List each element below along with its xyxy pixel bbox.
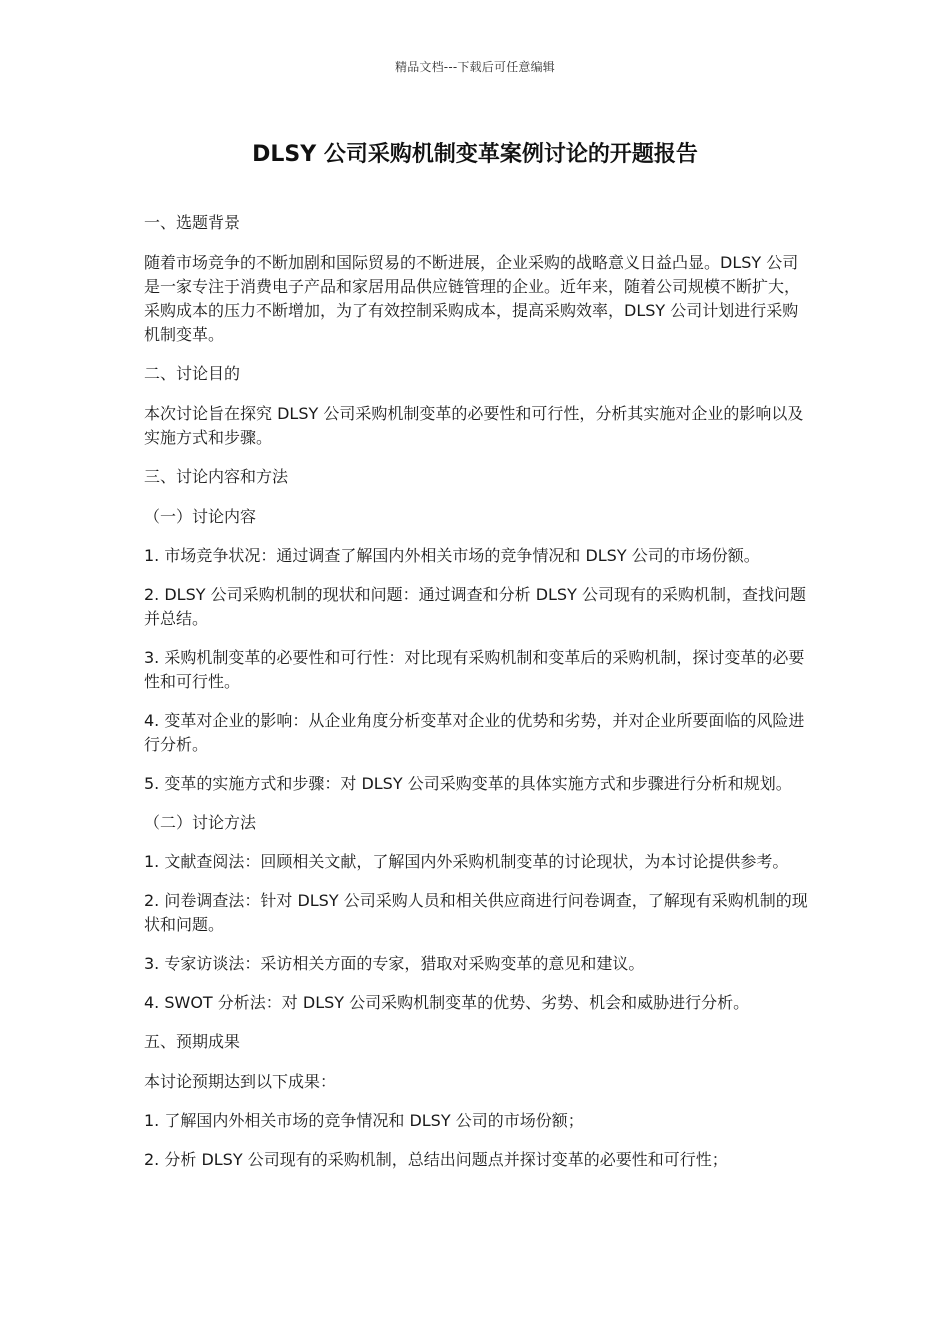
list-item: 1. 了解国内外相关市场的竞争情况和 DLSY 公司的市场份额； (144, 1111, 584, 1130)
list-item: 5. 变革的实施方式和步骤：对 DLSY 公司采购变革的具体实施方式和步骤进行分析和规划。 (144, 774, 792, 793)
document-title: DLSY 公司采购机制变革案例讨论的开题报告 (252, 142, 698, 167)
section-heading-expected-results: 五、预期成果 (144, 1032, 241, 1051)
subheading-content: （一）讨论内容 (144, 507, 257, 526)
list-item: 1. 市场竞争状况：通过调查了解国内外相关市场的竞争情况和 DLSY 公司的市场份额。 (144, 546, 760, 565)
list-item: 2. DLSY 公司采购机制的现状和问题：通过调查和分析 DLSY 公司现有的采购机制，查找问题并总结。 (144, 585, 806, 628)
section-heading-content-method: 三、讨论内容和方法 (144, 467, 289, 486)
list-item: 3. 采购机制变革的必要性和可行性：对比现有采购机制和变革后的采购机制，探讨变革的必要性和可行性。 (144, 648, 805, 691)
list-item: 3. 专家访谈法：采访相关方面的专家，猎取对采购变革的意见和建议。 (144, 954, 645, 973)
list-item: 2. 分析 DLSY 公司现有的采购机制，总结出问题点并探讨变革的必要性和可行性； (144, 1150, 728, 1169)
paragraph-expected-intro: 本讨论预期达到以下成果： (144, 1072, 337, 1091)
list-item: 1. 文献查阅法：回顾相关文献，了解国内外采购机制变革的讨论现状，为本讨论提供参考。 (144, 852, 789, 871)
list-item: 2. 问卷调查法：针对 DLSY 公司采购人员和相关供应商进行问卷调查，了解现有采购机制的现状和问题。 (144, 891, 808, 934)
paragraph-purpose: 本次讨论旨在探究 DLSY 公司采购机制变革的必要性和可行性，分析其实施对企业的影响以及实施方式和步骤。 (144, 404, 804, 447)
section-heading-purpose: 二、讨论目的 (144, 364, 241, 383)
paragraph-background: 随着市场竞争的不断加剧和国际贸易的不断进展，企业采购的战略意义日益凸显。DLSY 公司是一家专注于消费电子产品和家居用品供应链管理的企业。近年来，随着公司规模不断扩大，采购成本的压力不断增加，为了有效控制采购成本，提高采购效率，DLSY 公司计划进行采购机制变革。 (144, 253, 801, 344)
list-item: 4. SWOT 分析法：对 DLSY 公司采购机制变革的优势、劣势、机会和威胁进行分析。 (144, 993, 750, 1012)
document-body (144, 211, 812, 1187)
subheading-method: （二）讨论方法 (144, 813, 257, 832)
list-item: 4. 变革对企业的影响：从企业角度分析变革对企业的优势和劣势，并对企业所要面临的风险进行分析。 (144, 711, 805, 754)
section-heading-background: 一、选题背景 (144, 213, 241, 232)
header-note: 精品文档---下载后可任意编辑 (395, 60, 555, 74)
